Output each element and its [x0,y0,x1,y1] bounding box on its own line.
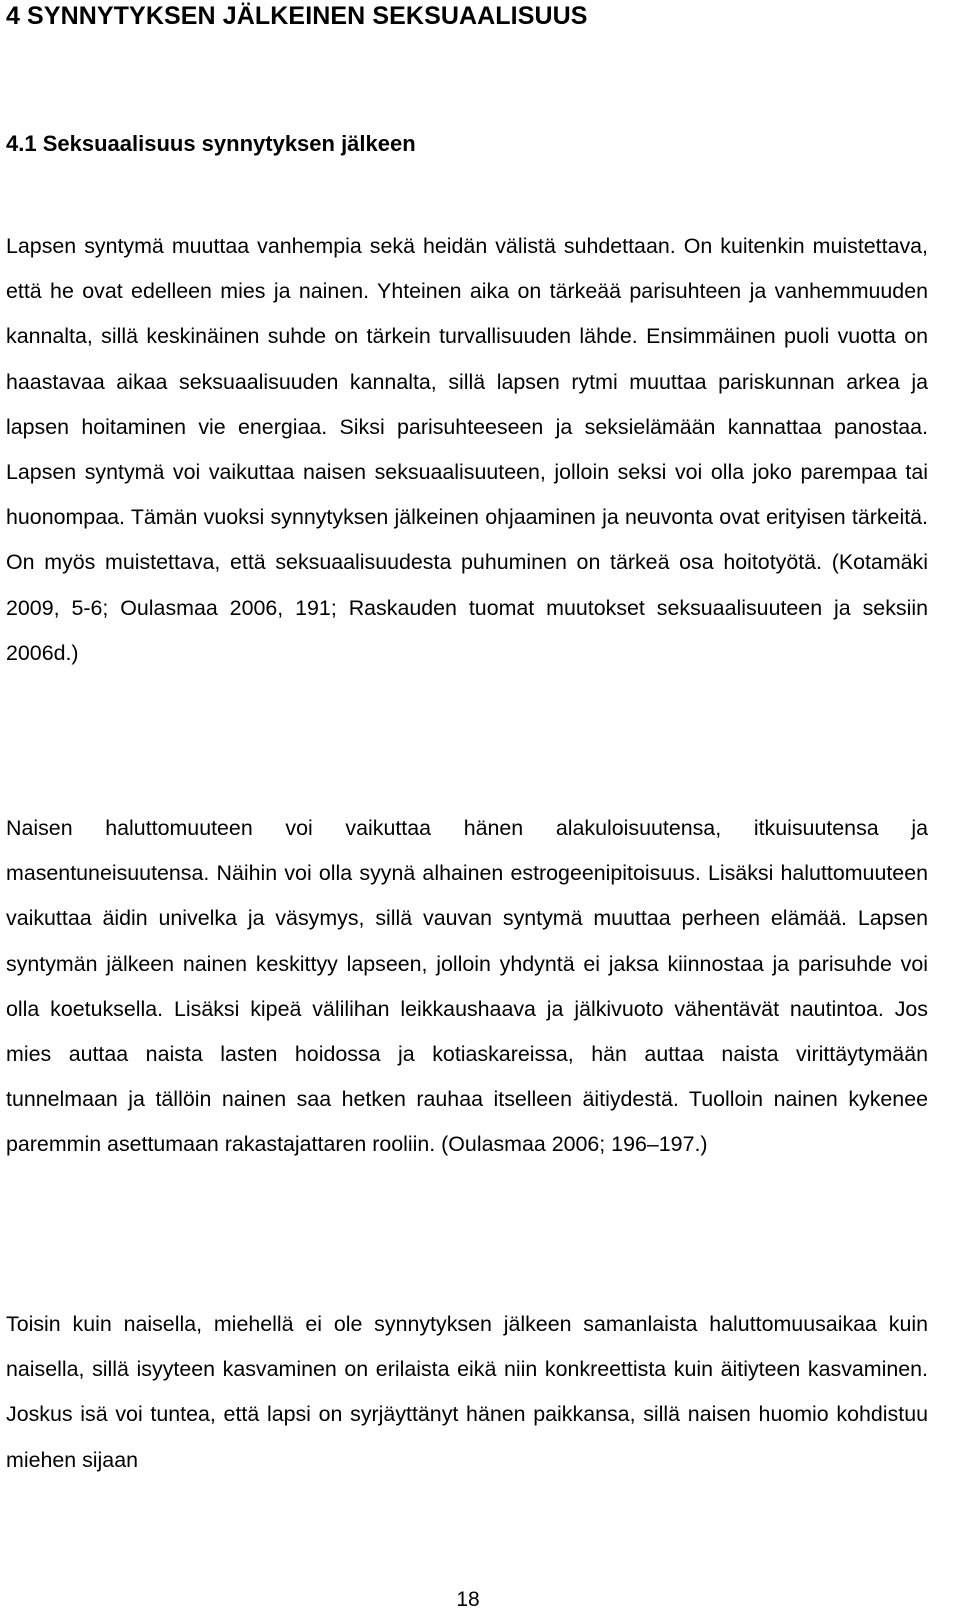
section-heading: 4.1 Seksuaalisuus synnytyksen jälkeen [6,131,416,156]
chapter-heading: 4 SYNNYTYKSEN JÄLKEINEN SEKSUAALISUUS [6,2,588,30]
body-paragraph-1: Lapsen syntymä muuttaa vanhempia sekä heidän välistä suhdettaan. On kuitenkin muistettava, että he ovat edelleen mies ja nainen. Yhteinen aika on tärkeää parisuhteen ja vanhemmuuden kannalta, sillä keskinäinen suhde on tärkein turvallisuuden lähde. Ensimmäinen puoli vuotta on haastavaa aikaa seksuaalisuuden kannalta, sillä lapsen rytmi muuttaa pariskunnan arkea ja lapsen hoitaminen vie energiaa. Siksi parisuhteeseen ja seksielämään kannattaa panostaa. Lapsen syntymä voi vaikuttaa naisen seksuaalisuuteen, jolloin seksi voi olla joko parempaa tai huonompaa. Tämän vuoksi synnytyksen jälkeinen ohjaaminen ja neuvonta ovat erityisen tärkeitä. On myös muistettava, että seksuaalisuudesta puhuminen on tärkeä osa hoitotyötä. (Kotamäki 2009, 5-6; Oulasmaa 2006, 191; Raskauden tuomat muutokset seksuaalisuuteen ja seksiin 2006d.) [6,234,928,665]
body-paragraph-3: Toisin kuin naisella, miehellä ei ole synnytyksen jälkeen samanlaista haluttomuusaikaa kuin naisella, sillä isyyteen kasvaminen on erilaista eikä niin konkreettista kuin äitiyteen kasvaminen. Joskus isä voi tuntea, että lapsi on syrjäyttänyt hänen paikkansa, sillä naisen huomio kohdistuu miehen sijaan [6,1312,928,1472]
page-number: 18 [456,1588,480,1611]
body-paragraph-2: Naisen haluttomuuteen voi vaikuttaa hänen alakuloisuutensa, itkuisuutensa ja masentuneisuutensa. Näihin voi olla syynä alhainen estrogeenipitoisuus. Lisäksi haluttomuuteen vaikuttaa äidin univelka ja väsymys, sillä vauvan syntymä muuttaa perheen elämää. Lapsen syntymän jälkeen nainen keskittyy lapseen, jolloin yhdyntä ei jaksa kiinnostaa ja parisuhde voi olla koetuksella. Lisäksi kipeä välilihan leikkaushaava ja jälkivuoto vähentävät nautintoa. Jos mies auttaa naista lasten hoidossa ja kotiaskareissa, hän auttaa naista virittäytymään tunnelmaan ja tällöin nainen saa hetken rauhaa itselleen äitiydestä. Tuolloin nainen kykenee paremmin asettumaan rakastajattaren rooliin. (Oulasmaa 2006; 196–197.) [6,816,928,1157]
